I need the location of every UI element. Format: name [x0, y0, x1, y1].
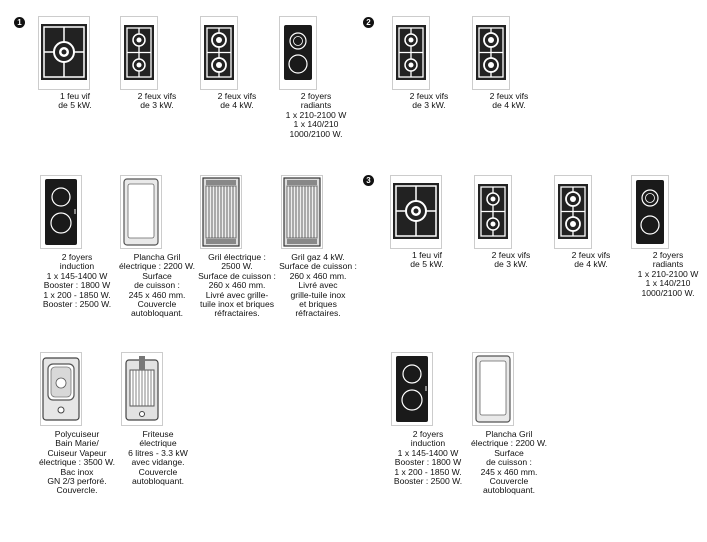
grill-icon: [200, 175, 242, 249]
double-burner-icon: [392, 16, 430, 90]
caption: 2 feux vifs de 3 kW.: [137, 91, 177, 111]
radiant-hob-icon: [631, 175, 669, 249]
fryer-icon: [121, 352, 163, 426]
single-burner-icon: [390, 175, 442, 249]
caption: Gril électrique : 2500 W. Surface de cuisson : 260 x 460 mm. Livré avec grille- tuile inox et briques réfractaires.: [198, 252, 276, 319]
caption: 2 feux vifs de 3 kW.: [491, 250, 531, 270]
caption: Polycuiseur Bain Marie/ Cuiseur Vapeur électrique : 3500 W. Bac inox GN 2/3 perforé. Couvercle.: [39, 429, 115, 496]
caption: 2 foyers induction 1 x 145-1400 W Booster : 1800 W 1 x 200 - 1850 W. Booster : 2500 W.: [393, 429, 463, 487]
caption: 2 feux vifs de 4 kW.: [571, 250, 611, 270]
induction-hob-icon: [391, 352, 433, 426]
double-burner-icon: [120, 16, 158, 90]
multicooker-icon: [40, 352, 82, 426]
grill-icon: [281, 175, 323, 249]
caption: 2 foyers radiants 1 x 210-2100 W 1 x 140/210 1000/2100 W.: [637, 250, 699, 298]
caption: Plancha Gril électrique : 2200 W. Surface de cuisson : 245 x 460 mm. Couvercle autobloquant.: [119, 252, 195, 319]
radiant-hob-icon: [279, 16, 317, 90]
induction-hob-icon: [40, 175, 82, 249]
caption: 1 feu vif de 5 kW.: [410, 250, 444, 270]
caption: 2 feux vifs de 4 kW.: [217, 91, 257, 111]
double-burner-icon: [200, 16, 238, 90]
caption: 2 feux vifs de 4 kW.: [489, 91, 529, 111]
section-badge-3: 3: [363, 175, 374, 186]
caption: Plancha Gril électrique : 2200 W. Surface de cuisson : 245 x 460 mm. Couvercle autobloquant.: [471, 429, 547, 496]
caption: 2 feux vifs de 3 kW.: [409, 91, 449, 111]
plancha-icon: [120, 175, 162, 249]
plancha-icon: [472, 352, 514, 426]
caption: 2 foyers induction 1 x 145-1400 W Booster : 1800 W 1 x 200 - 1850 W. Booster : 2500 W.: [42, 252, 112, 310]
double-burner-icon: [474, 175, 512, 249]
single-burner-icon: [38, 16, 90, 90]
caption: 2 foyers radiants 1 x 210-2100 W 1 x 140/210 1000/2100 W.: [285, 91, 347, 139]
section-badge-1: 1: [14, 17, 25, 28]
double-burner-icon: [472, 16, 510, 90]
caption: 1 feu vif de 5 kW.: [58, 91, 92, 111]
caption: Gril gaz 4 kW. Surface de cuisson : 260 x 460 mm. Livré avec grille-tuile inox et briques réfractaires.: [279, 252, 357, 319]
double-burner-icon: [554, 175, 592, 249]
caption: Friteuse électrique 6 litres - 3.3 kW avec vidange. Couvercle autobloquant.: [128, 429, 188, 487]
section-badge-2: 2: [363, 17, 374, 28]
